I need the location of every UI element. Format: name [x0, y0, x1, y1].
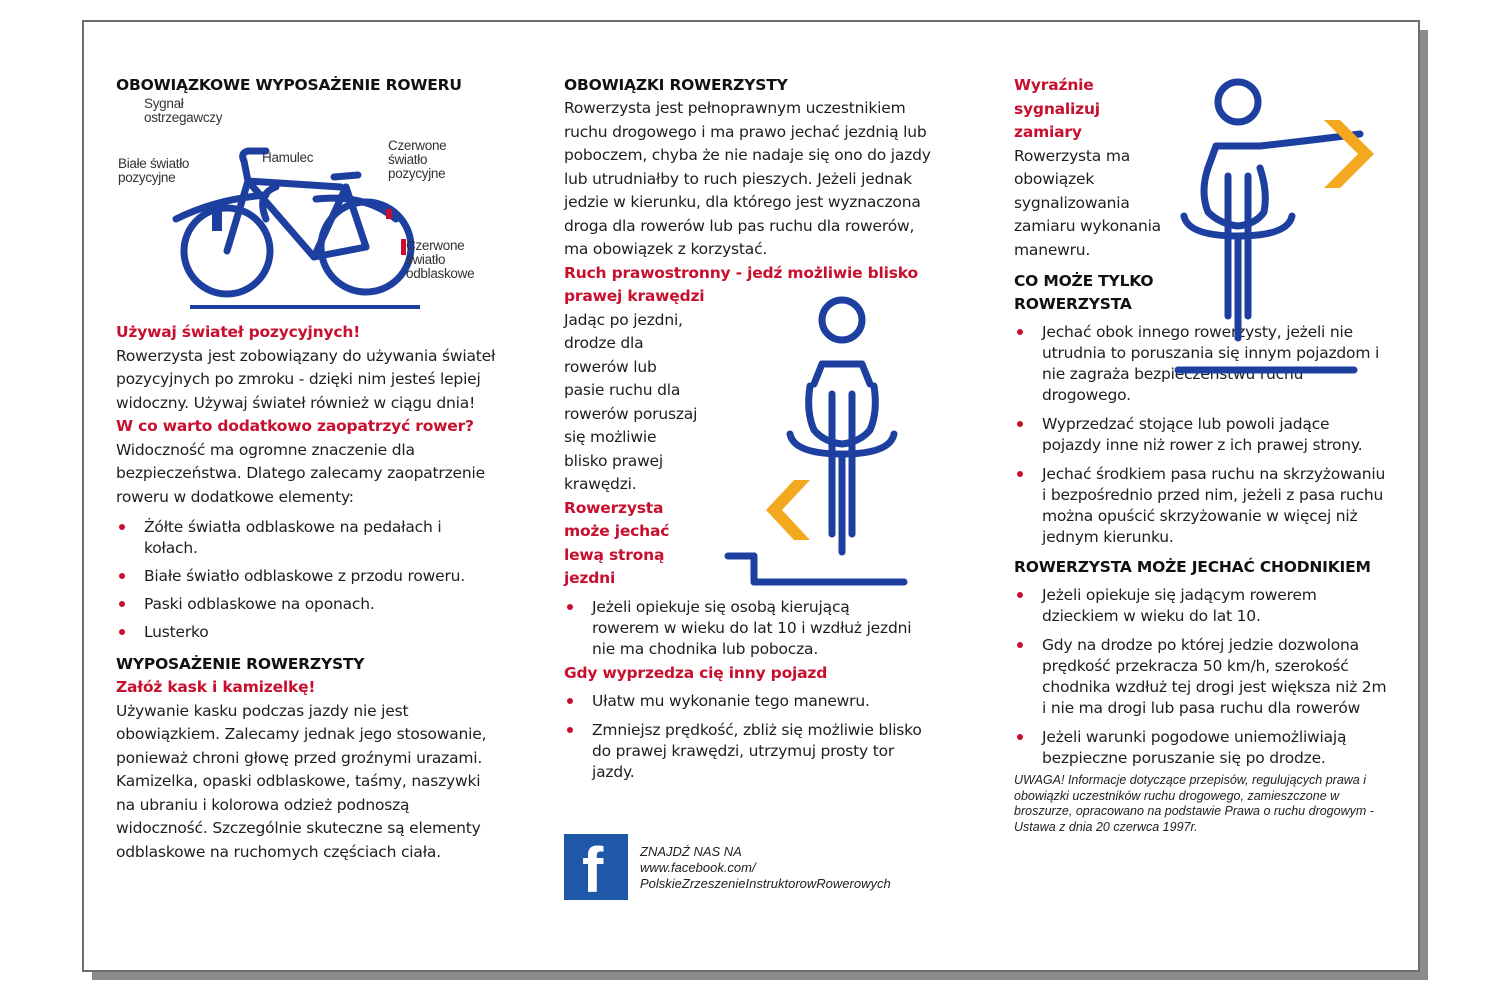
text-helmet: Używanie kasku podczas jazdy nie jest obowiązkiem. Zalecamy jednak jego stosowanie, ponieważ chroni głowę przed groźnymi urazami. Kamizelka, opaski odblaskowe, taśmy, naszywki na ubraniu i kolorowa odzież podnoszą widoczność. Szczególnie skuteczne są elementy odblaskowe na ruchomych częściach ciała. [116, 701, 487, 861]
signaling-figure-icon [1164, 76, 1394, 376]
list-item: Jechać środkiem pasa ruchu na skrzyżowaniu i bezpośrednio przed nim, jeżeli z pasa ruchu można opuścić skrzyżowanie w więcej niż jednym kierunku. [1014, 464, 1389, 548]
facebook-icon: f [564, 834, 628, 900]
heading-only-cyclist: CO MOŻE TYLKO ROWERZYSTA [1014, 272, 1154, 313]
subheading-overtaking: Gdy wyprzedza cię inny pojazd [564, 663, 828, 682]
list-item: Jeżeli opiekuje się osobą kierującą rowerem w wieku do lat 10 i wzdłuż jezdni nie ma chodnika lub pobocza. [564, 597, 912, 660]
heading-obligations: OBOWIĄZKI ROWERZYSTY [564, 76, 788, 94]
left-arrow-icon [766, 480, 810, 540]
list-item: Jeżeli opiekuje się jadącym rowerem dzieckiem w wieku do lat 10. [1014, 585, 1389, 627]
facebook-link[interactable]: www.facebook.com/ [640, 860, 756, 875]
subheading-right-side: Ruch prawostronny - jedź możliwie blisko prawej krawędzi [564, 263, 918, 305]
heading-cyclist-equipment: WYPOSAŻENIE ROWERZYSTY [116, 655, 365, 673]
list-item: Wyprzedzać stojące lub powoli jadące pojazdy inne niż rower z ich prawej strony. [1014, 414, 1389, 456]
list-item: Ułatw mu wykonanie tego manewru. [564, 691, 939, 712]
list-item: Gdy na drodze po której jedzie dozwolona prędkość przekracza 50 km/h, szerokość chodnika wzdłuż tej drogi jest większa niż 2m i nie ma drogi lub pasa ruchu dla rowerów [1014, 635, 1389, 719]
cyclist-figure-icon [714, 294, 914, 594]
text-visibility: Widoczność ma ogromne znaczenie dla bezpieczeństwa. Dlatego zalecamy zaopatrzenie roweru w dodatkowe elementy: [116, 440, 485, 506]
column-equipment [116, 74, 496, 864]
label-white-light: Białe światło pozycyjne [118, 156, 190, 185]
subheading-left-side: Rowerzysta może jechać lewą stroną jezdni [564, 498, 670, 587]
facebook-text [640, 844, 891, 892]
facebook-link-path[interactable]: PolskieZrzeszenieInstruktorowRowerowych [640, 876, 891, 891]
legal-note: UWAGA! Informacje dotyczące przepisów, regulujących prawa i obowiązki uczestników ruchu drogowego, zamieszczone w broszurze, opracowano na podstawie Prawa o ruchu drogowym - Ustawa z dnia 20 czerwca 1997r. [1014, 773, 1374, 834]
label-signal: Sygnał ostrzegawczy [144, 96, 223, 125]
subheading-helmet-vest: Załóż kask i kamizelkę! [116, 678, 316, 696]
list-overtaking [564, 691, 939, 783]
text-right-edge: Jadąc po jezdni, drodze dla rowerów lub pasie ruchu dla rowerów poruszaj się możliwie blisko prawej krawędzi. [564, 310, 698, 493]
subheading-position-lights: Używaj świateł pozycyjnych! [116, 323, 361, 341]
label-red-reflector: Czerwone światło odblaskowe [406, 238, 475, 281]
list-sidewalk [1014, 585, 1389, 769]
facebook-block[interactable] [564, 834, 924, 904]
list-extra-equipment [116, 517, 496, 643]
facebook-line1: ZNAJDŹ NAS NA [640, 844, 742, 859]
subheading-signal-intent: Wyraźnie sygnalizuj zamiary [1014, 76, 1100, 141]
text-signal-intent: Rowerzysta ma obowiązek sygnalizowania zamiaru wykonania manewru. [1014, 146, 1161, 259]
leaflet-page [82, 20, 1420, 972]
list-item: Jeżeli warunki pogodowe uniemożliwiają bezpieczne poruszanie się po drodze. [1014, 727, 1389, 769]
list-left-side [564, 597, 939, 660]
text-position-lights: Rowerzysta jest zobowiązany do używania świateł pozycyjnych po zmroku - dzięki nim jesteś lepiej widoczny. Używaj świateł również w ciągu dnia! [116, 346, 496, 412]
label-brake: Hamulec [262, 150, 314, 165]
list-item: Jechać obok innego rowerzysty, jeżeli nie utrudnia to poruszania się innym pojazdom i nie zagraża bezpieczeństwu ruchu drogowego. [1014, 322, 1389, 406]
heading-mandatory-equipment: OBOWIĄZKOWE WYPOSAŻENIE ROWERU [116, 76, 462, 94]
right-arrow-icon [1324, 120, 1374, 188]
bike-diagram [116, 96, 496, 309]
list-item: Żółte światła odblaskowe na pedałach i kołach. [116, 517, 496, 559]
list-item: Lusterko [116, 622, 496, 643]
heading-sidewalk: ROWERZYSTA MOŻE JECHAĆ CHODNIKIEM [1014, 558, 1371, 576]
list-item: Paski odblaskowe na oponach. [116, 594, 496, 615]
subheading-extra-equipment: W co warto dodatkowo zaopatrzyć rower? [116, 417, 474, 435]
label-red-light: Czerwone światło pozycyjne [388, 138, 447, 181]
text-obligations: Rowerzysta jest pełnoprawnym uczestnikiem ruchu drogowego i ma prawo jechać jezdnią lub poboczem, chyba że nie nadaje się ono do jazdy lub utrudniałby to ruch pieszych. Jeżeli jednak jedzie w kierunku, dla którego jest wyznaczona droga dla rowerów lub pas ruchu dla rowerów, ma obowiązek z korzystać. [564, 99, 931, 258]
list-item: Białe światło odblaskowe z przodu roweru. [116, 566, 496, 587]
list-item: Zmniejsz prędkość, zbliż się możliwie blisko do prawej krawędzi, utrzymuj prosty tor jazdy. [564, 720, 939, 783]
